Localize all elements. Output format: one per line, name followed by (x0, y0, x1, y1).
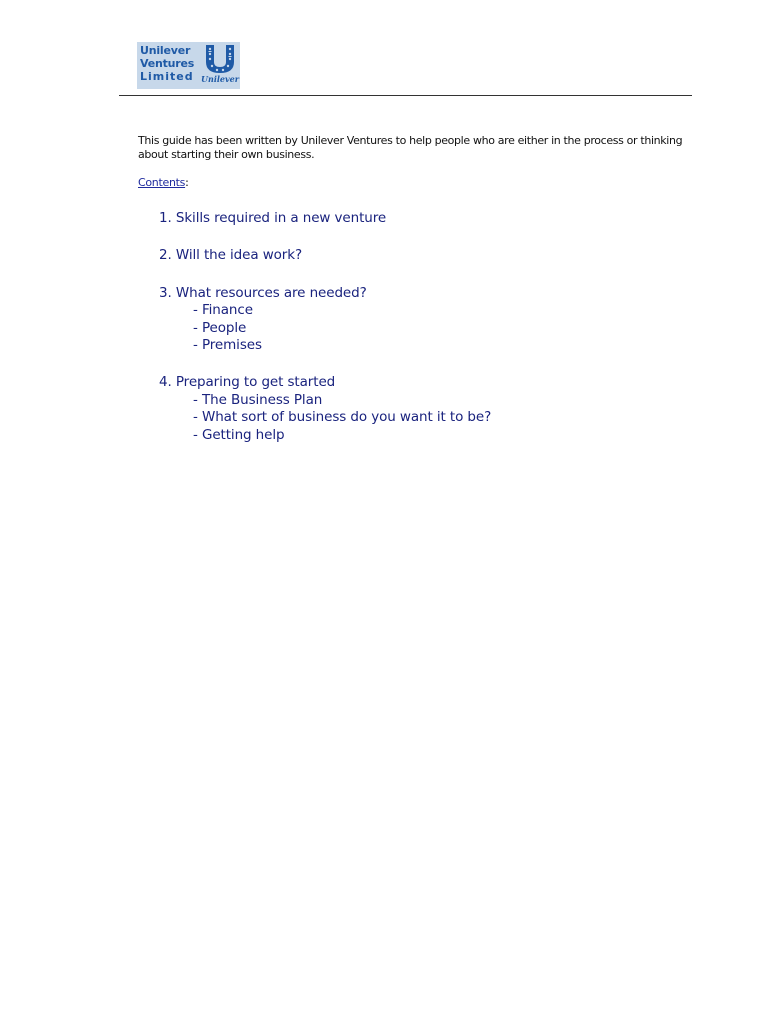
contents-colon: : (185, 176, 189, 189)
toc-subitem[interactable]: - What sort of business do you want it to be? (193, 409, 492, 426)
logo-wordmark: Unilever (201, 74, 239, 84)
toc-subitem[interactable]: - Finance (193, 302, 253, 319)
intro-paragraph: This guide has been written by Unilever Ventures to help people who are either in the process or thinking about starting their own business. (138, 134, 683, 161)
toc-subitem[interactable]: - The Business Plan (193, 391, 323, 408)
toc-item (159, 374, 719, 444)
toc-heading[interactable]: 4. Preparing to get started (159, 374, 336, 391)
toc-subitem[interactable]: - Getting help (193, 426, 285, 443)
toc-item (159, 247, 719, 264)
toc-item (159, 285, 719, 355)
header-divider (119, 95, 692, 96)
toc-heading[interactable]: 1. Skills required in a new venture (159, 210, 387, 226)
logo-text (137, 42, 200, 89)
contents-heading (138, 176, 189, 190)
toc-item (159, 210, 719, 227)
table-of-contents (159, 210, 719, 464)
logo-line-unilever: Unilever (140, 44, 191, 57)
toc-subitem[interactable]: - People (193, 319, 247, 336)
contents-link[interactable]: Contents (138, 176, 186, 189)
toc-subitem[interactable]: - Premises (193, 337, 262, 354)
toc-heading[interactable]: 3. What resources are needed? (159, 284, 367, 301)
toc-heading[interactable]: 2. Will the idea work? (159, 247, 303, 264)
logo-line-limited: Limited (140, 70, 194, 83)
logo-line-ventures: Ventures (140, 57, 195, 70)
unilever-mark (200, 42, 240, 89)
company-logo (137, 42, 240, 89)
unilever-u-icon (203, 44, 237, 74)
